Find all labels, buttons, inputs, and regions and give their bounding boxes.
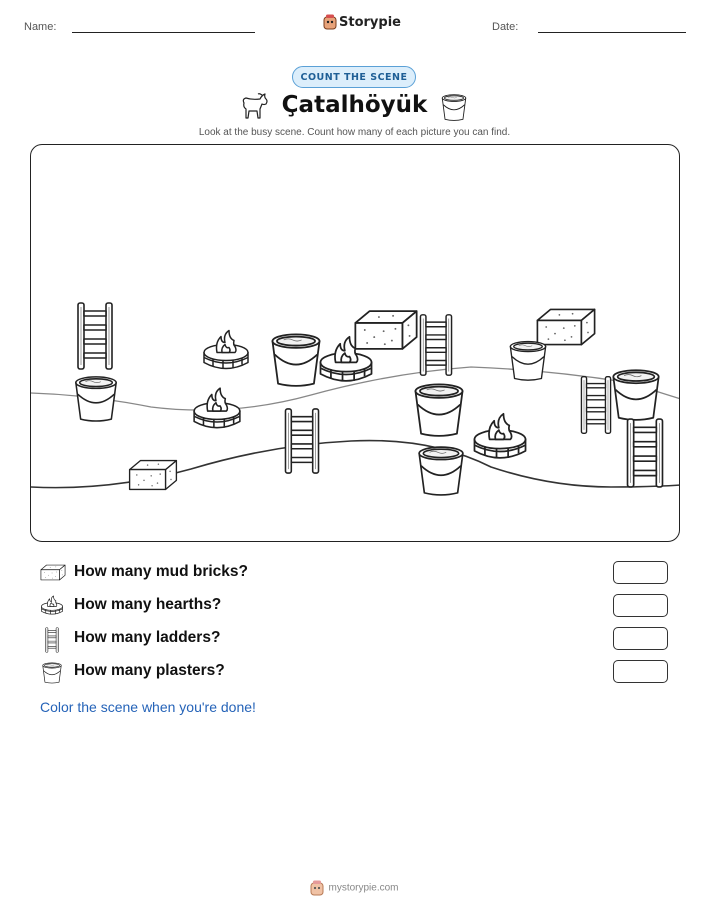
date-line[interactable] [538,32,686,33]
mud-brick-icon [40,561,66,585]
question-mud-bricks [40,561,680,587]
color-note: Color the scene when you're done! [40,699,256,715]
page-title: Çatalhöyük [281,92,428,118]
scene-plaster [76,377,116,421]
answer-box-ladders[interactable] [613,627,668,650]
instructions: Look at the busy scene. Count how many of each picture you can find. [198,127,511,138]
scene-hearth [204,331,248,369]
question-text: How many plasters? [74,662,225,679]
scene-plaster [272,334,319,386]
storypie-logo-icon [323,14,337,30]
footer [0,880,709,896]
question-text: How many mud bricks? [74,563,248,580]
scene-ladder [285,409,318,473]
busy-scene [30,144,680,542]
scene-plaster [415,384,462,436]
ladder-icon [40,627,66,651]
answer-box-mud-bricks[interactable] [613,561,668,584]
plaster-bucket-title-icon [440,92,468,122]
name-line[interactable] [72,32,255,33]
storypie-footer-logo-icon [310,880,324,896]
brand-name: Storypie [339,15,401,30]
question-ladders [40,627,680,653]
scene-ladder [628,419,663,487]
scene-ladder [581,377,610,434]
answer-box-plasters[interactable] [613,660,668,683]
name-label: Name: [24,21,57,33]
scene-hearth [474,414,525,458]
scene-plaster [419,447,463,495]
question-hearths [40,594,680,620]
footer-url[interactable]: mystorypie.com [328,882,399,894]
scene-mud-brick [130,461,177,490]
scene-ladder [78,303,112,369]
plaster-icon [40,660,66,684]
question-plasters [40,660,680,686]
count-scene-badge: COUNT THE SCENE [292,66,416,88]
answer-box-hearths[interactable] [613,594,668,617]
hearth-icon [40,594,66,618]
scene-mud-brick [537,309,594,344]
scene-plaster [613,370,658,420]
question-text: How many ladders? [74,629,221,646]
scene-hearth [194,388,240,428]
scene-plaster [510,342,545,381]
date-label: Date: [492,21,519,33]
scene-mud-brick [355,311,416,349]
scene-ladder [420,315,451,375]
question-text: How many hearths? [74,596,222,613]
hill-line-lower [31,441,680,488]
